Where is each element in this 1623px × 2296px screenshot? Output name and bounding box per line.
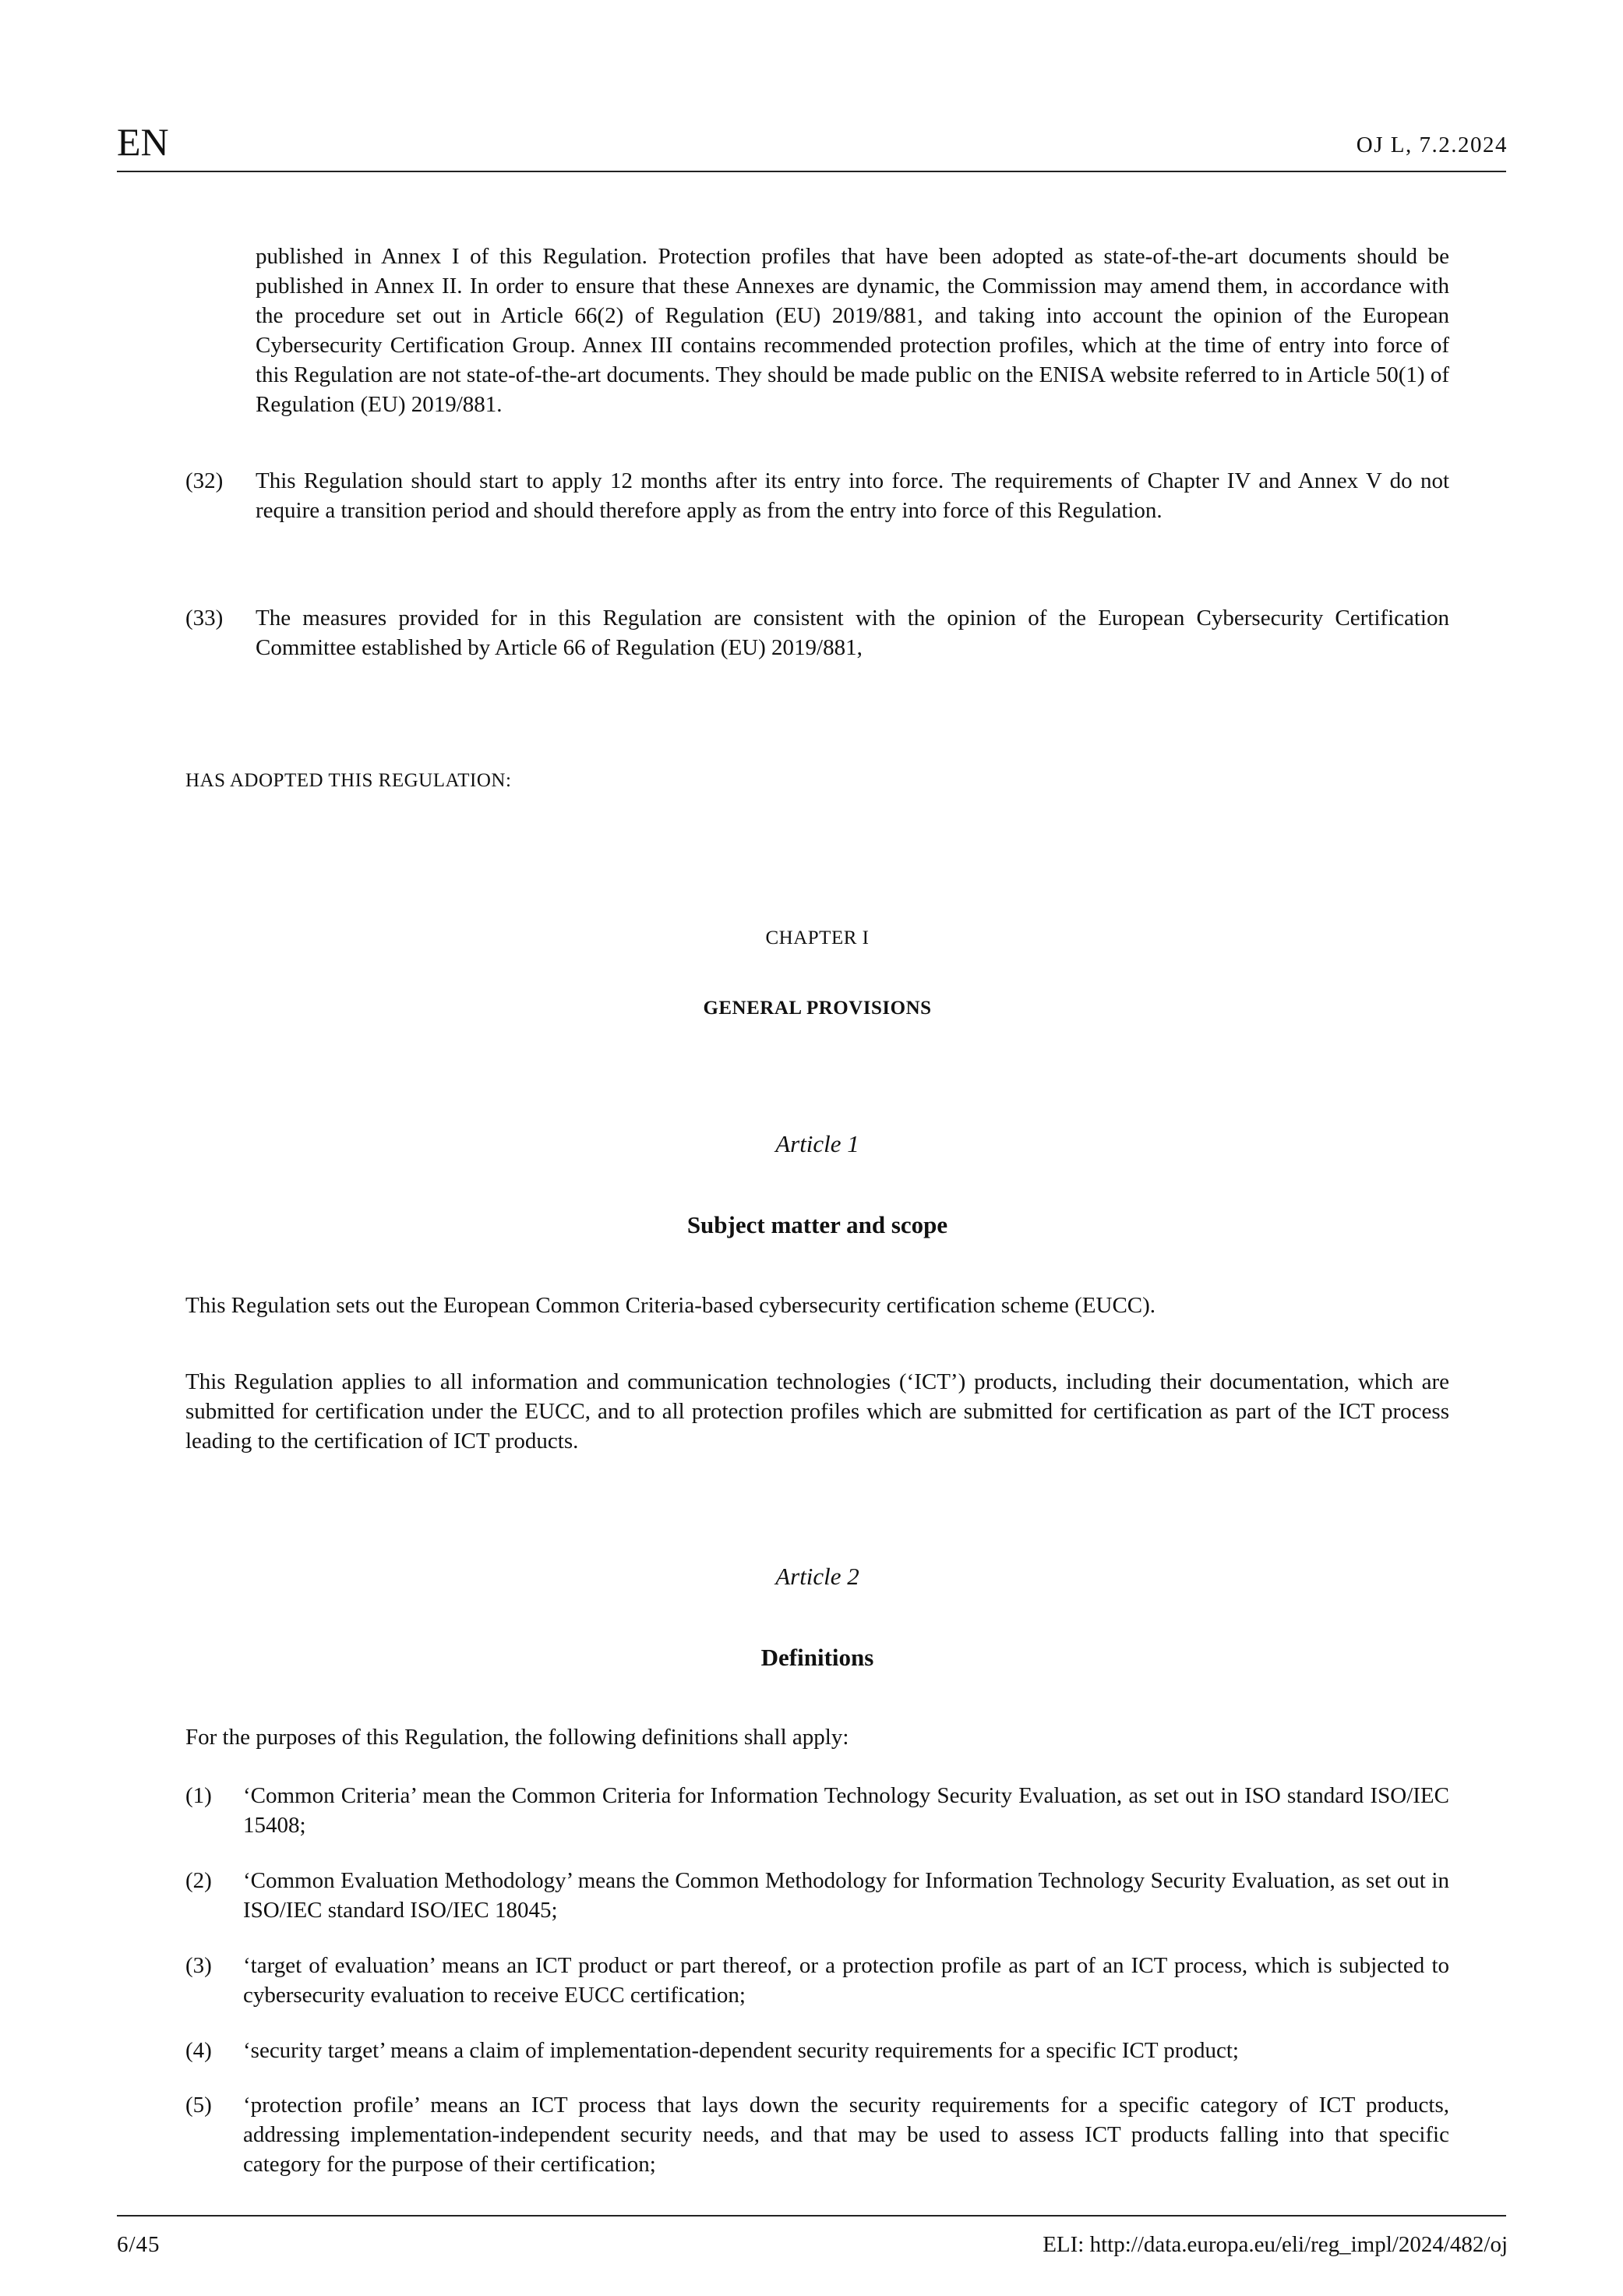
recital-32 [185, 466, 1449, 555]
page-number: 6/45 [117, 2232, 161, 2257]
definition-item [185, 1951, 1449, 2010]
recital-number: (32) [185, 468, 224, 493]
footer-divider [117, 2215, 1506, 2217]
definition-text: ‘target of evaluation’ means an ICT product or part thereof, or a protection profile as part of an ICT process, which is subjected to cybersecurity evaluation to receive EUCC certification; [243, 1953, 1449, 2008]
language-code: EN [117, 120, 169, 164]
recital-31-continuation: published in Annex I of this Regulation. Protection profiles that have been adopted as state-of-the-art documents should be published in Annex II. In order to ensure that these Annexes are dynamic, the Commission may amend them, in accordance with the procedure set out in Article 66(2) of Regulation (EU) 2019/881, and taking into account the opinion of the European Cybersecurity Certification Group. Annex III contains recommended protection profiles, which at the time of entry into force of this Regulation are not state-of-the-art documents. They should be made public on the ENISA website referred to in Article 50(1) of Regulation (EU) 2019/881. [256, 244, 1449, 417]
article-1-paragraph: This Regulation applies to all information and communication technologies (‘ICT’) products, including their documentation, which are submitted for certification under the EUCC, and to all protection profiles which are submitted for certification as part of the ICT process leading to the certification of ICT products. [185, 1369, 1449, 1454]
definition-text: ‘Common Criteria’ mean the Common Criteria for Information Technology Security Evaluation, as set out in ISO standard ISO/IEC 15408; [243, 1783, 1449, 1838]
adopted-statement: HAS ADOPTED THIS REGULATION: [185, 770, 512, 791]
article-1-paragraph: This Regulation sets out the European Common Criteria-based cybersecurity certification scheme (EUCC). [185, 1293, 1156, 1318]
definition-text: ‘security target’ means a claim of implementation-dependent security requirements for a specific ICT product; [243, 2038, 1239, 2063]
definition-number: (4) [185, 2038, 212, 2063]
recital-33 [185, 603, 1449, 662]
definition-item [185, 2036, 1449, 2065]
definition-number: (2) [185, 1868, 212, 1893]
journal-reference: OJ L, 7.2.2024 [1356, 132, 1508, 157]
chapter-title: GENERAL PROVISIONS [703, 998, 932, 1019]
definition-text: ‘Common Evaluation Methodology’ means the Common Methodology for Information Technology Security Evaluation, as set out in ISO/IEC standard ISO/IEC 18045; [243, 1868, 1449, 1923]
definition-text: ‘protection profile’ means an ICT process that lays down the security requirements for a specific category of ICT products, addressing implementation-independent security needs, and that may be used to assess ICT products falling into that specific category for the purpose of their certification; [243, 2093, 1449, 2177]
definition-number: (3) [185, 1953, 212, 1978]
article-2-label: Article 2 [775, 1563, 859, 1590]
recital-number: (33) [185, 606, 224, 631]
definition-number: (1) [185, 1783, 212, 1808]
recital-text: The measures provided for in this Regulation are consistent with the opinion of the European Cybersecurity Certification Committee established by Article 66 of Regulation (EU) 2019/881, [256, 606, 1449, 660]
recital-text: This Regulation should start to apply 12 months after its entry into force. The requirements of Chapter IV and Annex V do not require a transition period and should therefore apply as from the entry into force of this Regulation. [256, 468, 1449, 523]
article-2-intro: For the purposes of this Regulation, the following definitions shall apply: [185, 1725, 849, 1750]
eli-link[interactable]: ELI: http://data.europa.eu/eli/reg_impl/2024/482/oj [1043, 2232, 1508, 2257]
definition-item [185, 1781, 1449, 1840]
article-1-label: Article 1 [775, 1130, 859, 1157]
article-2-title: Definitions [760, 1644, 874, 1671]
definition-item [185, 1866, 1449, 1925]
header-divider [117, 171, 1506, 172]
article-1-title: Subject matter and scope [686, 1211, 948, 1238]
definition-number: (5) [185, 2093, 212, 2118]
definition-item [185, 2090, 1449, 2179]
chapter-label: CHAPTER I [765, 927, 870, 948]
